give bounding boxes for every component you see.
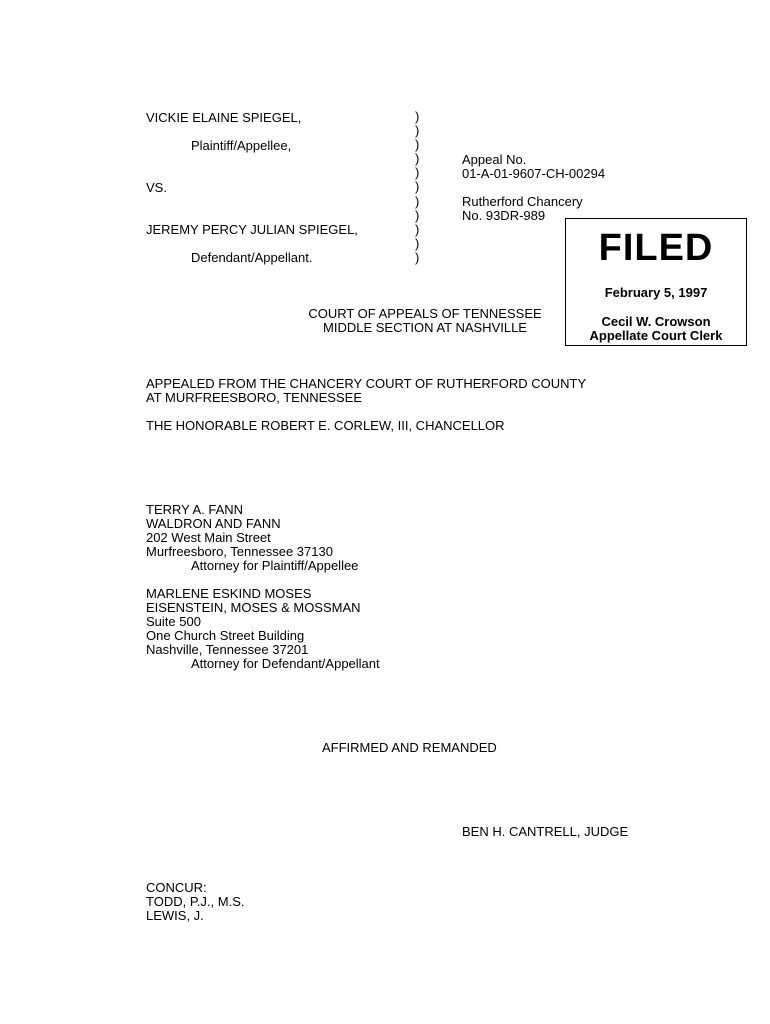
caption-paren: ) [415, 221, 420, 237]
disposition: AFFIRMED AND REMANDED [322, 740, 497, 755]
filed-stamp [565, 218, 747, 346]
caption-paren: ) [415, 109, 420, 124]
counsel-line: TERRY A. FANN [146, 502, 244, 517]
appeal-label: Appeal No. [462, 152, 527, 167]
appeal-from-line1: APPEALED FROM THE CHANCERY COURT OF RUTHERFORD COUNTY [146, 376, 587, 391]
authoring-judge: BEN H. CANTRELL, JUDGE [462, 824, 629, 839]
counsel-line: Nashville, Tennessee 37201 [146, 642, 309, 657]
counsel-line: Murfreesboro, Tennessee 37130 [146, 544, 333, 559]
counsel-line: EISENSTEIN, MOSES & MOSSMAN [146, 600, 361, 615]
concur-judge: TODD, P.J., M.S. [146, 894, 245, 909]
counsel-line: MARLENE ESKIND MOSES [146, 586, 312, 601]
versus-label: VS. [146, 180, 167, 195]
appeal-number: 01-A-01-9607-CH-00294 [462, 166, 606, 181]
caption-paren: ) [415, 193, 420, 209]
counsel-line: WALDRON AND FANN [146, 516, 281, 531]
caption-paren: ) [415, 179, 420, 195]
plaintiff-role: Plaintiff/Appellee, [191, 138, 292, 153]
defendant-role: Defendant/Appellant. [191, 250, 313, 265]
lower-court-number: No. 93DR-989 [462, 208, 546, 223]
concur-judge: LEWIS, J. [146, 908, 204, 923]
counsel-line: 202 West Main Street [146, 530, 271, 545]
concur-label: CONCUR: [146, 880, 207, 895]
caption-paren-column [415, 110, 427, 265]
caption-paren: ) [415, 165, 420, 181]
appeal-from-line2: AT MURFREESBORO, TENNESSEE [146, 390, 362, 405]
caption-paren: ) [415, 207, 420, 223]
counsel-block-defendant [146, 587, 380, 671]
counsel-block-plaintiff [146, 503, 358, 573]
counsel-line: Suite 500 [146, 614, 201, 629]
caption-paren: ) [415, 123, 420, 139]
counsel-role: Attorney for Defendant/Appellant [191, 656, 380, 671]
caption-paren: ) [415, 235, 420, 251]
court-heading-line2: MIDDLE SECTION AT NASHVILLE [323, 320, 527, 335]
counsel-role: Attorney for Plaintiff/Appellee [191, 558, 359, 573]
counsel-line: One Church Street Building [146, 628, 305, 643]
trial-judge-line: THE HONORABLE ROBERT E. CORLEW, III, CHANCELLOR [146, 418, 505, 433]
caption-paren: ) [415, 249, 420, 265]
filed-stamp-word: FILED [598, 227, 714, 269]
concur-block [146, 881, 244, 923]
lower-court: Rutherford Chancery [462, 194, 583, 209]
filed-stamp-date: February 5, 1997 [604, 285, 708, 300]
filed-stamp-clerk-title: Appellate Court Clerk [589, 328, 723, 343]
court-heading-line1: COURT OF APPEALS OF TENNESSEE [308, 306, 542, 321]
caption-paren: ) [415, 137, 420, 153]
filed-stamp-clerk-name: Cecil W. Crowson [601, 314, 711, 329]
defendant-name: JEREMY PERCY JULIAN SPIEGEL, [146, 222, 358, 237]
plaintiff-name: VICKIE ELAINE SPIEGEL, [146, 110, 302, 125]
caption-paren: ) [415, 151, 420, 167]
